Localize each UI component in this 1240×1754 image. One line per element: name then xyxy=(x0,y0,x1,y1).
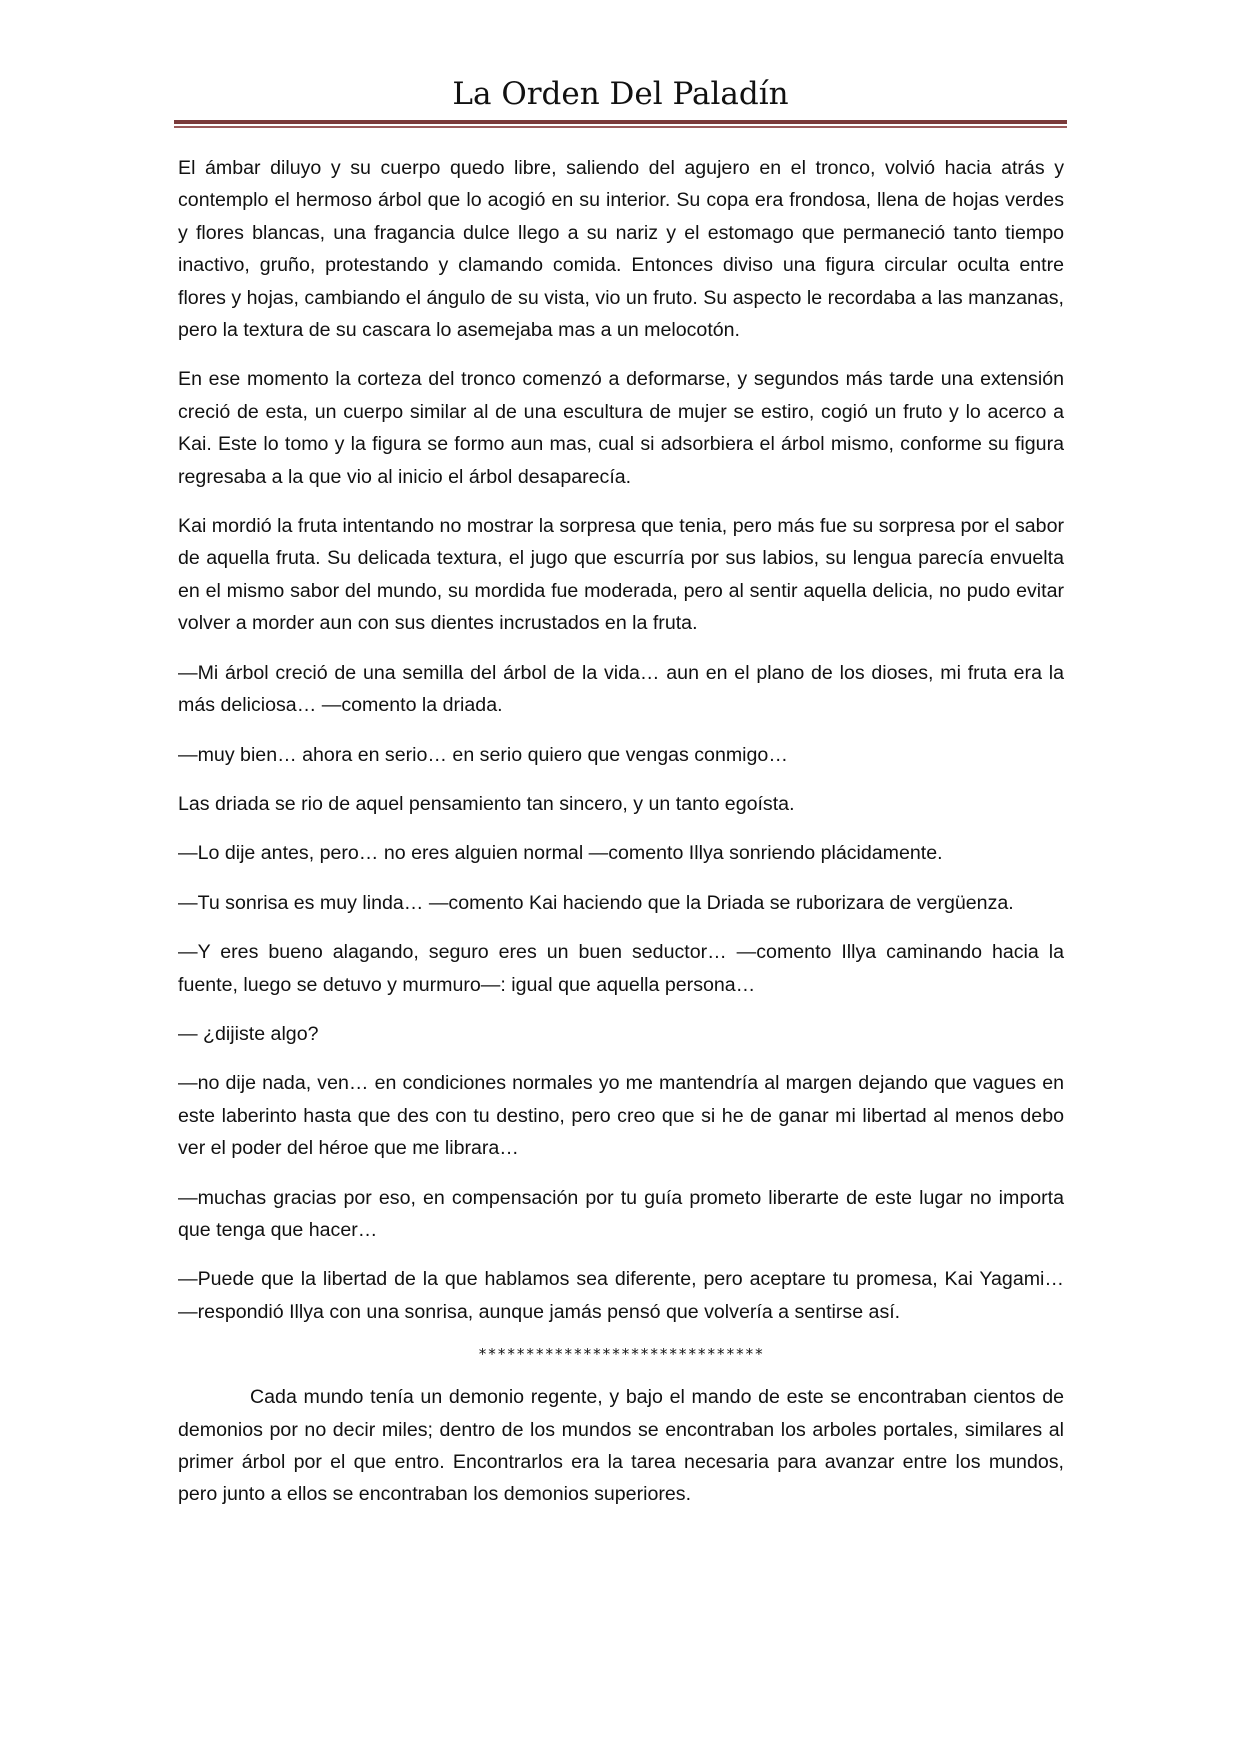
page-title: La Orden Del Paladín xyxy=(452,76,789,112)
paragraph: —Lo dije antes, pero… no eres alguien normal —comento Illya sonriendo plácidamente. xyxy=(178,842,943,865)
paragraph: —muchas gracias por eso, en compensación por tu guía prometo liberarte de este lugar no importa que tenga que hacer… xyxy=(178,1186,1064,1241)
paragraph: —no dije nada, ven… en condiciones normales yo me mantendría al margen dejando que vagues en este laberinto hasta que des con tu destino, pero creo que si he de ganar mi libertad al menos debo ver el poder del héroe que me librara… xyxy=(178,1072,1064,1160)
header-rule-thin xyxy=(174,126,1067,128)
paragraph: —muy bien… ahora en serio… en serio quiero que vengas conmigo… xyxy=(178,743,788,766)
paragraph: En ese momento la corteza del tronco comenzó a deformarse, y segundos más tarde una extensión creció de esta, un cuerpo similar al de una escultura de mujer se estiro, cogió un fruto y lo acerco a Kai. Este lo tomo y la figura se formo aun mas, cual si adsorbiera el árbol mismo, conforme su figura regresaba a la que vio al inicio el árbol desaparecía. xyxy=(178,368,1064,488)
paragraph: Las driada se rio de aquel pensamiento tan sincero, y un tanto egoísta. xyxy=(178,792,795,815)
body-text xyxy=(178,152,1064,1528)
paragraph: —Puede que la libertad de la que hablamos sea diferente, pero aceptare tu promesa, Kai Yagami… —respondió Illya con una sonrisa, aunque jamás pensó que volvería a sentirse así. xyxy=(178,1268,1064,1323)
paragraph: —Mi árbol creció de una semilla del árbol de la vida… aun en el plano de los dioses, mi fruta era la más deliciosa… —comento la driada. xyxy=(178,661,1064,717)
paragraph: —Y eres bueno alagando, seguro eres un buen seductor… —comento Illya caminando hacia la fuente, luego se detuvo y murmuro—: igual que aquella persona… xyxy=(178,941,1064,996)
page-header xyxy=(174,72,1067,124)
header-rule-thick xyxy=(174,120,1067,124)
section-separator: ****************************** xyxy=(478,1345,764,1364)
closing-paragraph: Cada mundo tenía un demonio regente, y bajo el mando de este se encontraban cientos de demonios por no decir miles; dentro de los mundos se encontraban los arboles portales, similares al primer árbol por el que entro. Encontrarlos era la tarea necesaria para avanzar entre los mundos, pero junto a ellos se encontraban los demonios superiores. xyxy=(178,1386,1064,1506)
paragraph: Kai mordió la fruta intentando no mostrar la sorpresa que tenia, pero más fue su sorpresa por el sabor de aquella fruta. Su delicada textura, el jugo que escurría por sus labios, su lengua parecía envuelta en el mismo sabor del mundo, su mordida fue moderada, pero al sentir aquella delicia, no pudo evitar volver a morder aun con sus dientes incrustados en la fruta. xyxy=(178,515,1064,635)
paragraph: El ámbar diluyo y su cuerpo quedo libre, saliendo del agujero en el tronco, volvió hacia atrás y contemplo el hermoso árbol que lo acogió en su interior. Su copa era frondosa, llena de hojas verdes y flores blancas, una fragancia dulce llego a su nariz y el estomago que permaneció tanto tiempo inactivo, gruño, protestando y clamando comida. Entonces diviso una figura circular oculta entre flores y hojas, cambiando el ángulo de su vista, vio un fruto. Su aspecto le recordaba a las manzanas, pero la textura de su cascara lo asemejaba mas a un melocotón. xyxy=(178,157,1064,342)
paragraph: —Tu sonrisa es muy linda… —comento Kai haciendo que la Driada se ruborizara de vergüenza. xyxy=(178,891,1014,914)
paragraph: — ¿dijiste algo? xyxy=(178,1022,319,1045)
